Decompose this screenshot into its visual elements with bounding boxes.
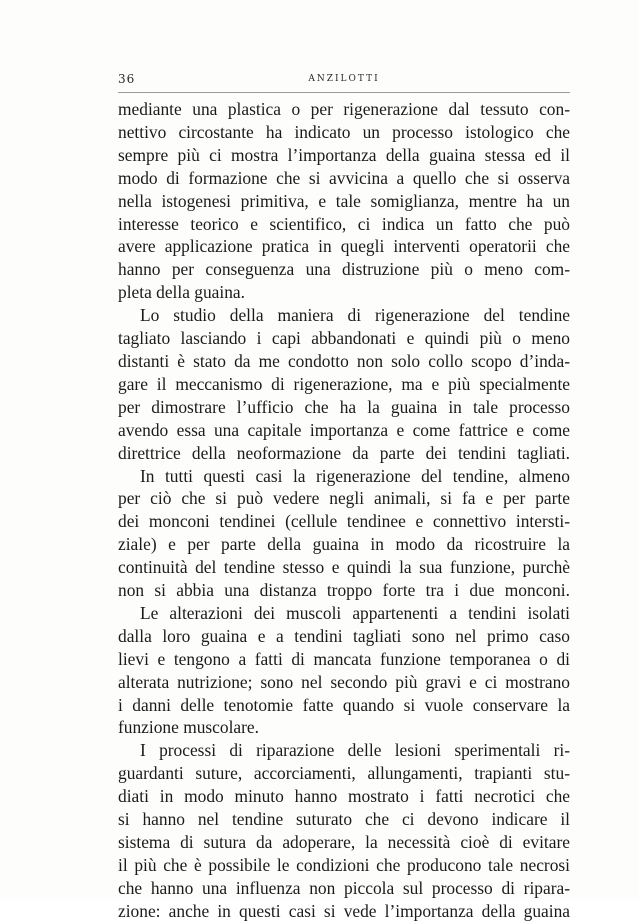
text-line: modo di formazione che si avvicina a quello che si osserva [118,167,570,188]
paragraph-2 [118,304,570,464]
text-line: diati in modo minuto hanno mostrato i fatti necrotici che [118,786,570,807]
text-line: avendo essa una capitale importanza e come fattrice e come [118,419,570,440]
text-line: dalla loro guaina e a tendini tagliati sono nel primo caso [118,625,570,646]
page-number: 36 [118,72,136,86]
text-line: dei monconi tendinei (cellule tendinee e connettivo intersti- [118,511,570,532]
text-line: Lo studio della maniera di rigenerazione del tendine [140,305,570,326]
text-line: si hanno nel tendine suturato che ci devono indicare il [118,809,570,830]
text-line: continuità del tendine stesso e quindi la sua funzione, purchè [118,557,570,578]
text-line: Le alterazioni dei muscoli appartenenti a tendini isolati [140,602,570,623]
text-line: mediante una plastica o per rigenerazione dal tessuto con- [118,99,570,119]
text-line: gare il meccanismo di rigenerazione, ma e più specialmente [118,373,570,394]
text-line: tagliato lasciando i capi abbandonati e quindi più o meno [118,328,570,349]
paragraph-1 [118,98,570,304]
text-line: i danni delle tenotomie fatte quando si vuole conservare la [118,694,570,715]
text-line: sempre più ci mostra l’importanza della guaina stessa ed il [118,144,570,165]
text-line: interesse teorico e scientifico, ci indica un fatto che può [118,213,570,234]
text-line: zione: anche in questi casi si vede l’importanza della guaina [118,900,570,921]
text-line: guardanti suture, accorciamenti, allungamenti, trapianti stu- [118,763,570,784]
text-line: il più che è possibile le condizioni che producono tale necrosi [118,854,570,875]
paragraph-5 [118,739,570,922]
page-header [118,70,570,90]
text-line: ziale) e per parte della guaina in modo da ricostruire la [118,534,570,555]
text-line: funzione muscolare. [118,717,260,738]
running-head: ANZILOTTI [308,74,380,84]
text-line: per ciò che si può vedere negli animali, si fa e per parte [118,488,570,509]
text-line: alterata nutrizione; sono nel secondo più gravi e ci mostrano [118,671,570,692]
text-line: I processi di riparazione delle lesioni sperimentali ri- [140,740,570,761]
body-text [118,98,570,923]
text-line: nella istogenesi primitiva, e tale somiglianza, mentre ha un [118,190,570,211]
text-line: nettivo circostante ha indicato un processo istologico che [118,121,570,142]
text-line: direttrice della neoformazione da parte dei tendini tagliati. [118,442,570,463]
text-line: In tutti questi casi la rigenerazione del tendine, almeno [140,465,570,486]
text-line: hanno per conseguenza una distruzione più o meno com- [118,259,570,280]
text-line: non si abbia una distanza troppo forte tra i due monconi. [118,580,570,601]
text-line: pleta della guaina. [118,282,245,303]
text-line: che hanno una influenza non piccola sul processo di ripara- [118,877,570,898]
paragraph-4 [118,602,570,739]
text-line: avere applicazione pratica in quegli interventi operatorii che [118,236,570,257]
header-rule [118,92,570,93]
text-line: per dimostrare l’ufficio che ha la guaina in tale processo [118,396,570,417]
paragraph-3 [118,465,570,602]
text-line: sistema di sutura da adoperare, la necessità cioè di evitare [118,832,570,852]
text-line: distanti è stato da me condotto non solo collo scopo d’inda- [118,350,570,371]
text-line: lievi e tengono a fatti di mancata funzione temporanea o di [118,648,570,669]
